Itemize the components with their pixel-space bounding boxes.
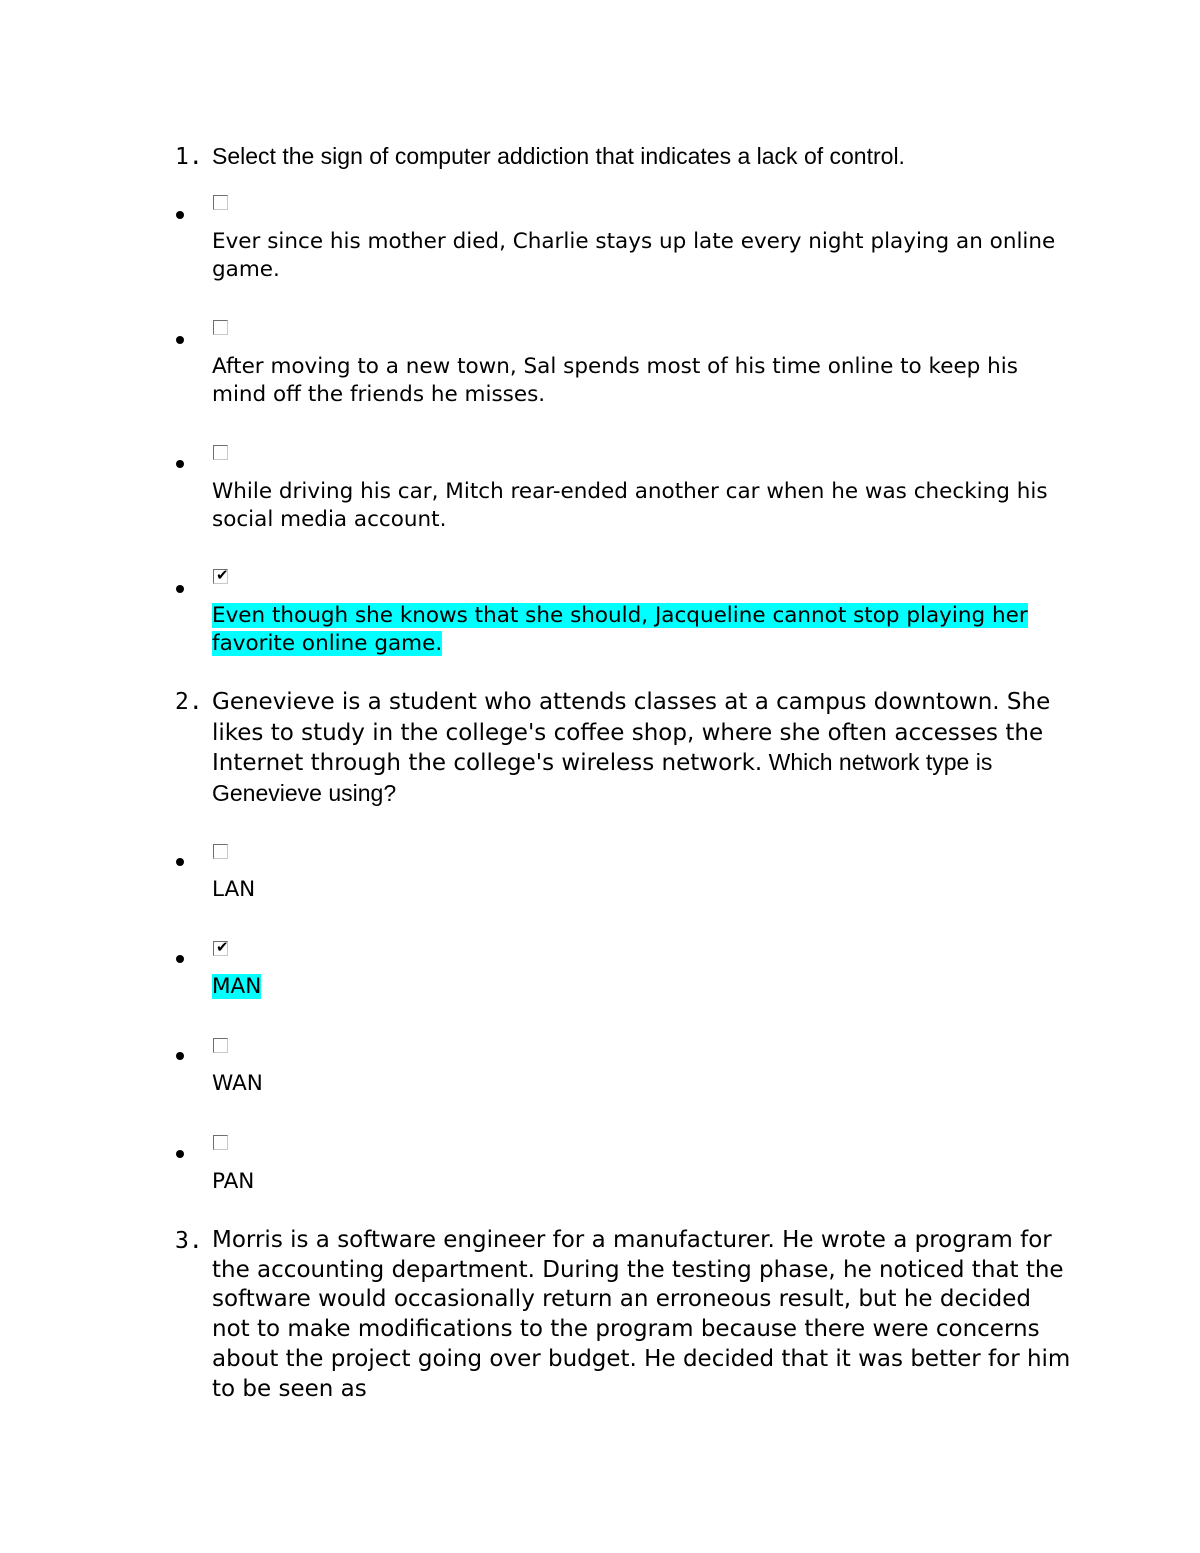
checkbox-unchecked-icon[interactable] [213, 1038, 228, 1053]
option-text: PAN [212, 1169, 255, 1194]
option-text: Ever since his mother died, Charlie stays up late every night playing an online game. [212, 229, 1056, 282]
checkbox-unchecked-icon[interactable] [213, 445, 228, 460]
bullet-icon [176, 211, 184, 219]
option-text: While driving his car, Mitch rear-ended another car when he was checking his social media account. [212, 479, 1048, 532]
checkbox-checked-icon[interactable] [213, 938, 229, 956]
bullet-icon [176, 955, 184, 963]
bullet-icon [176, 858, 184, 866]
checkbox-unchecked-icon[interactable] [213, 195, 228, 210]
checkbox-checked-icon[interactable] [213, 566, 229, 584]
option-text: After moving to a new town, Sal spends most of his time online to keep his mind off the friends he misses. [212, 354, 1018, 407]
option-text-highlighted [212, 973, 1072, 1001]
bullet-icon [176, 336, 184, 344]
question-number: 2. [175, 689, 203, 715]
answer-highlight: MAN [212, 974, 262, 999]
checkbox-unchecked-icon[interactable] [213, 1135, 228, 1150]
bullet-icon [176, 1052, 184, 1060]
bullet-icon [176, 585, 184, 593]
question-text: Morris is a software engineer for a manufacturer. He wrote a program for the accounting department. During the testing phase, he noticed that the software would occasionally return an erroneous result, but he decided not to make modifications to the program because there were concerns about the project going over budget. He decided that it was better for him to be seen as [212, 1227, 1071, 1402]
question-number: 1. [175, 144, 203, 170]
question-text-part: Genevieve is a student who attends classes at a campus downtown. She likes to study in the college's coffee shop, where she often accesses the Internet through the college's wireless network. [212, 689, 1051, 777]
bullet-icon [176, 1150, 184, 1158]
option-text-highlighted [212, 602, 1072, 657]
question-text: Select the sign of computer addiction that indicates a lack of control. [212, 143, 905, 169]
question-number: 3. [175, 1228, 203, 1254]
option-text: LAN [212, 877, 256, 902]
bullet-icon [176, 460, 184, 468]
option-text: WAN [212, 1071, 263, 1096]
question-text [212, 687, 1072, 809]
checkbox-unchecked-icon[interactable] [213, 320, 228, 335]
check-mark-icon: ✔ [216, 566, 229, 584]
check-mark-icon: ✔ [216, 938, 229, 956]
question-text-part: Which network type is Genevieve using? [212, 749, 993, 807]
answer-highlight: Even though she knows that she should, Jacqueline cannot stop playing her favorite online game. [212, 603, 1028, 656]
checkbox-unchecked-icon[interactable] [213, 844, 228, 859]
